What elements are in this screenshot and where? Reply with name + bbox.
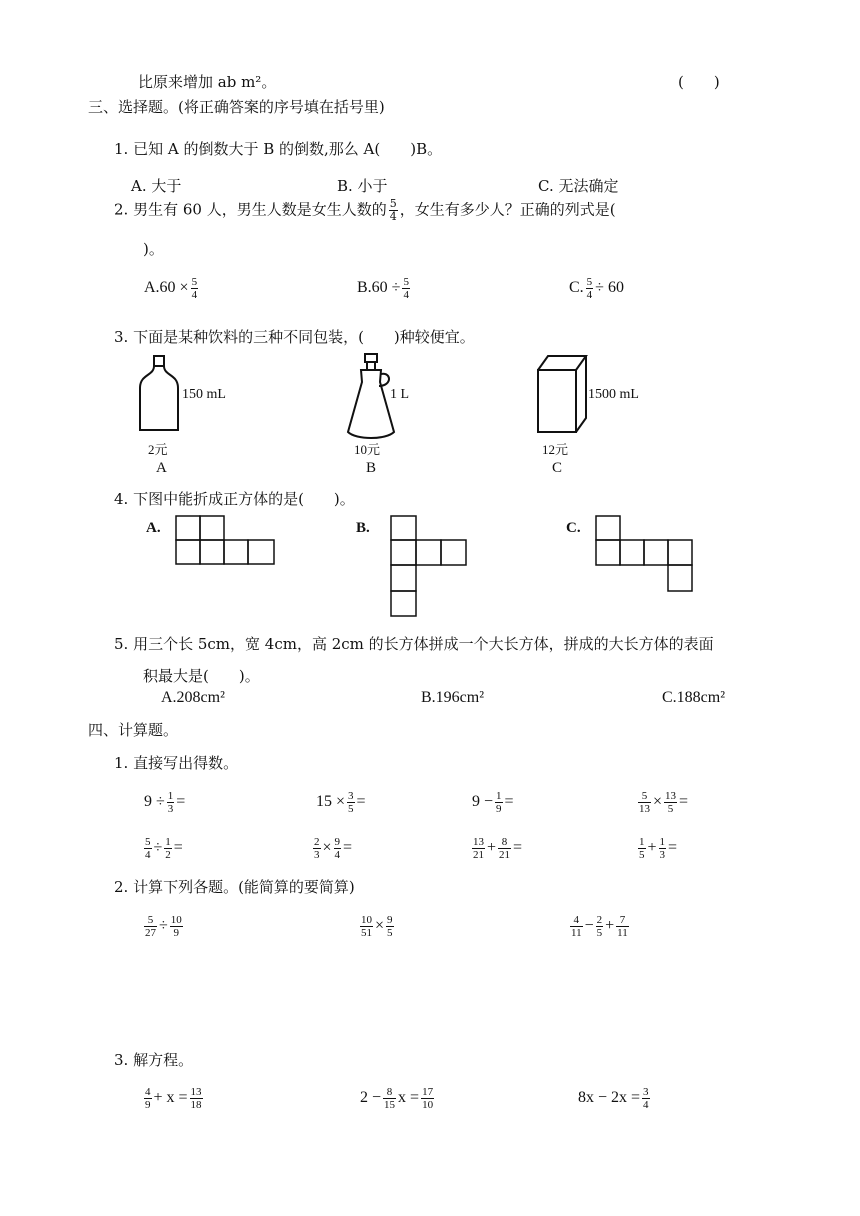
q3-volume-a: 150 mL [182, 387, 226, 402]
equation-3: 8x − 2x = $\frac{3}{4}$ [578, 1086, 649, 1111]
q3-volume-c: 1500 mL [588, 387, 639, 402]
q1-text: 1. 已知 A 的倒数大于 B 的倒数,那么 A( )B。 [114, 140, 443, 158]
q2-option-a: A.60 × $\frac{5}{4}$ [144, 276, 198, 301]
q3-letter-a: A [156, 460, 167, 476]
bottle-b-icon [348, 354, 394, 438]
q5-text-a: 5. 用三个长 5cm，宽 4cm，高 2cm 的长方体拼成一个大长方体，拼成的大长方体的表面 [114, 635, 714, 653]
q3-volume-b: 1 L [390, 387, 410, 402]
q2-text-a: 2. 男生有 60 人，男生人数是女生人数的 [114, 200, 387, 219]
simplify-expr-2: $\frac{10}{51}$ × $\frac{9}{5}$ [361, 914, 393, 939]
section-3-heading: 三、选择题。(将正确答案的序号填在括号里) [88, 98, 385, 116]
q4-label-c: C. [566, 520, 581, 536]
bottle-a-icon [140, 356, 178, 430]
section-4-heading: 四、计算题。 [88, 721, 179, 739]
q4-nets [140, 512, 710, 620]
q2-option-c: C. $\frac{5}{4}$ ÷ 60 [569, 276, 624, 301]
calc-r1-4: $\frac{5}{13}$ × $\frac{13}{5}$ = [639, 790, 689, 815]
q3-text: 3. 下面是某种饮料的三种不同包装，( )种较便宜。 [114, 328, 475, 346]
top-line: 比原来增加 ab m²。 [138, 73, 277, 91]
calc-r1-3: 9 − $\frac{1}{9}$ = [472, 790, 514, 815]
answer-bracket-top[interactable]: ( ) [678, 73, 720, 91]
q5-text-b: 积最大是( )。 [143, 667, 260, 685]
q2-fraction: $\frac{5}{4}$ [389, 197, 397, 223]
calc-r2-3: $\frac{13}{21}$ + $\frac{8}{21}$ = [473, 836, 523, 861]
q3-price-b: 10元 [354, 442, 381, 457]
q2-text-b: ，女生有多少人？正确的列式是( [399, 200, 616, 219]
q2-text-c: )。 [143, 240, 164, 258]
calc-r1-1: 9 ÷ $\frac{1}{3}$ = [144, 790, 186, 815]
q5-option-a: A.208cm² [161, 689, 225, 706]
q3-packages [120, 350, 680, 478]
q4-label-a: A. [146, 520, 161, 536]
equation-1: $\frac{4}{9}$ + x = $\frac{13}{18}$ [145, 1086, 202, 1111]
p1-title: 1. 直接写出得数。 [114, 754, 239, 772]
q5-option-b: B.196cm² [421, 689, 485, 706]
q3-letter-c: C [552, 460, 563, 476]
simplify-expr-3: $\frac{4}{11}$ − $\frac{2}{5}$ + $\frac{7}{11}$ [571, 914, 628, 939]
net-a-diagram [176, 516, 274, 564]
box-c-icon [538, 356, 586, 432]
equation-2: 2 − $\frac{8}{15}$ x = $\frac{17}{10}$ [360, 1086, 434, 1111]
p3-title: 3. 解方程。 [114, 1051, 194, 1069]
calc-r2-2: $\frac{2}{3}$ × $\frac{9}{4}$ = [314, 836, 353, 861]
p2-title: 2. 计算下列各题。(能简算的要简算) [114, 878, 355, 896]
calc-r1-2: 15 × $\frac{3}{5}$ = [316, 790, 366, 815]
net-b-diagram [391, 516, 466, 616]
q3-price-c: 12元 [542, 442, 569, 457]
q1-option-a: A. 大于 [131, 177, 182, 195]
q3-letter-b: B [366, 460, 377, 476]
q2-text [114, 198, 616, 223]
q4-text: 4. 下图中能折成正方体的是( )。 [114, 490, 355, 508]
net-c-diagram [596, 516, 692, 591]
q4-label-b: B. [356, 520, 370, 536]
q1-option-b: B. 小于 [337, 177, 388, 195]
calc-r2-4: $\frac{1}{5}$ + $\frac{1}{3}$ = [639, 836, 678, 861]
q1-option-c: C. 无法确定 [538, 177, 619, 195]
simplify-expr-1: $\frac{5}{27}$ ÷ $\frac{10}{9}$ [145, 914, 182, 939]
q5-option-c: C.188cm² [662, 689, 726, 706]
calc-r2-1: $\frac{5}{4}$ ÷ $\frac{1}{2}$ = [145, 836, 183, 861]
q2-option-b: B.60 ÷ $\frac{5}{4}$ [357, 276, 409, 301]
q3-price-a: 2元 [148, 442, 168, 457]
